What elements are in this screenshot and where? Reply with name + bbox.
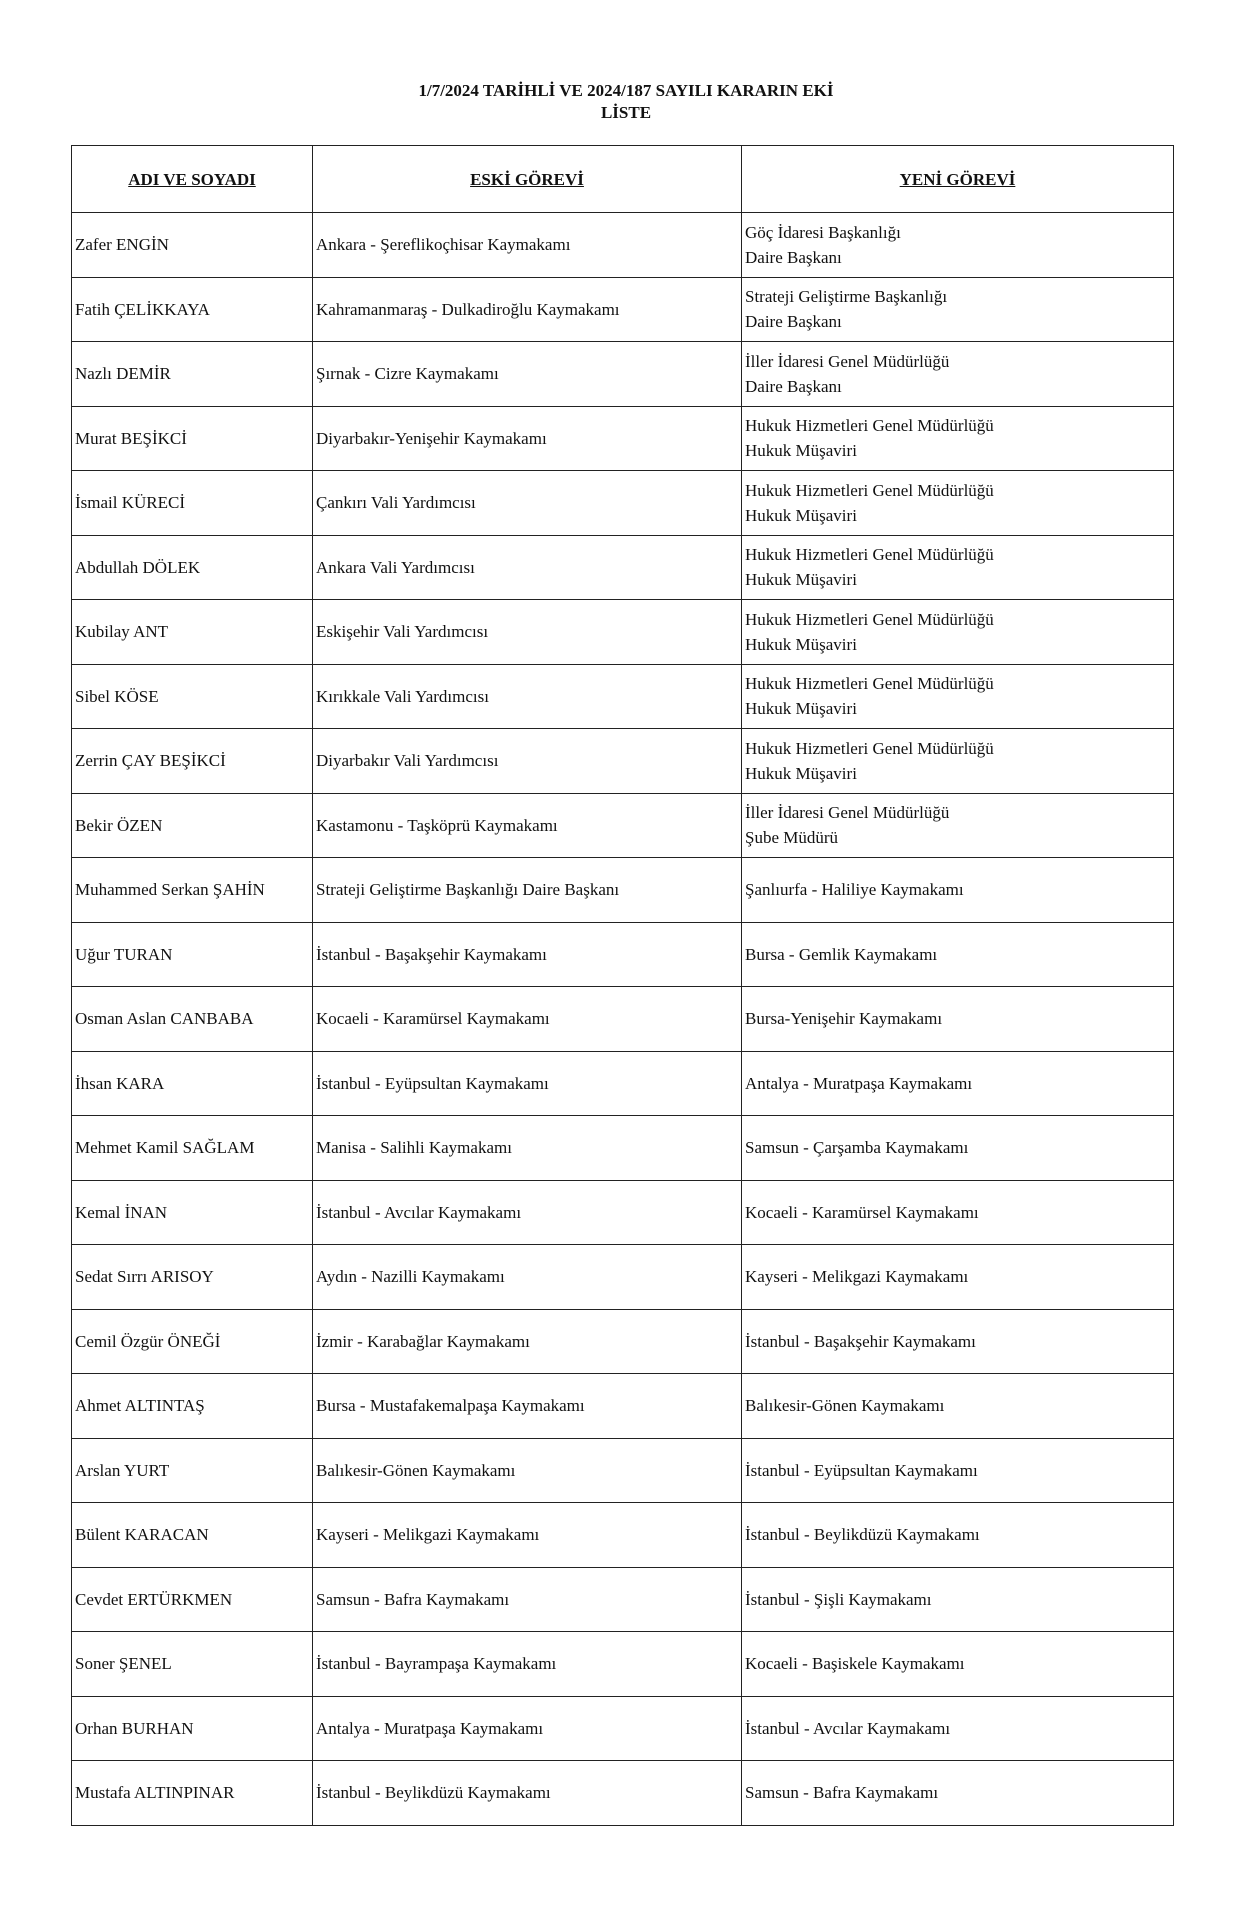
cell-old-duty: Aydın - Nazilli Kaymakamı bbox=[313, 1245, 742, 1310]
new-duty-line-2: Daire Başkanı bbox=[745, 247, 842, 267]
cell-name: Osman Aslan CANBABA bbox=[72, 987, 313, 1052]
cell-name: Orhan BURHAN bbox=[72, 1696, 313, 1761]
cell-old-duty: Kayseri - Melikgazi Kaymakamı bbox=[313, 1503, 742, 1568]
table-body bbox=[72, 213, 1174, 1826]
appointment-table bbox=[71, 145, 1174, 1826]
cell-old-duty: Diyarbakır Vali Yardımcısı bbox=[313, 729, 742, 794]
table-row bbox=[72, 1632, 1174, 1697]
cell-new-duty bbox=[742, 1245, 1174, 1310]
cell-old-duty: İstanbul - Bayrampaşa Kaymakamı bbox=[313, 1632, 742, 1697]
table-row bbox=[72, 1761, 1174, 1826]
cell-old-duty: Ankara - Şereflikoçhisar Kaymakamı bbox=[313, 213, 742, 278]
cell-name: Zafer ENGİN bbox=[72, 213, 313, 278]
new-duty-line-1: Balıkesir-Gönen Kaymakamı bbox=[745, 1396, 945, 1416]
cell-old-duty: Kocaeli - Karamürsel Kaymakamı bbox=[313, 987, 742, 1052]
new-duty-line-1: Hukuk Hizmetleri Genel Müdürlüğü bbox=[745, 609, 994, 629]
table-row bbox=[72, 600, 1174, 665]
document-title bbox=[0, 80, 1252, 124]
cell-new-duty bbox=[742, 1180, 1174, 1245]
new-duty-line-1: Bursa - Gemlik Kaymakamı bbox=[745, 944, 938, 964]
table-row bbox=[72, 213, 1174, 278]
table-row bbox=[72, 1438, 1174, 1503]
cell-old-duty: Manisa - Salihli Kaymakamı bbox=[313, 1116, 742, 1181]
new-duty-line-1: Hukuk Hizmetleri Genel Müdürlüğü bbox=[745, 545, 994, 565]
new-duty-line-2: Hukuk Müşaviri bbox=[745, 634, 857, 654]
new-duty-line-1: İller İdaresi Genel Müdürlüğü bbox=[745, 351, 950, 371]
cell-new-duty bbox=[742, 342, 1174, 407]
cell-name: Kubilay ANT bbox=[72, 600, 313, 665]
cell-name: Mehmet Kamil SAĞLAM bbox=[72, 1116, 313, 1181]
table-row bbox=[72, 471, 1174, 536]
new-duty-line-2: Daire Başkanı bbox=[745, 376, 842, 396]
new-duty-line-1: İller İdaresi Genel Müdürlüğü bbox=[745, 803, 950, 823]
table-row bbox=[72, 1180, 1174, 1245]
cell-name: Sibel KÖSE bbox=[72, 664, 313, 729]
table-row bbox=[72, 793, 1174, 858]
cell-new-duty bbox=[742, 987, 1174, 1052]
cell-old-duty: Kahramanmaraş - Dulkadiroğlu Kaymakamı bbox=[313, 277, 742, 342]
new-duty-line-2: Daire Başkanı bbox=[745, 312, 842, 332]
title-line-1: 1/7/2024 TARİHLİ VE 2024/187 SAYILI KARARIN EKİ bbox=[418, 81, 834, 100]
table-row bbox=[72, 1696, 1174, 1761]
cell-old-duty: Çankırı Vali Yardımcısı bbox=[313, 471, 742, 536]
table-row bbox=[72, 922, 1174, 987]
cell-name: İsmail KÜRECİ bbox=[72, 471, 313, 536]
new-duty-line-1: Bursa-Yenişehir Kaymakamı bbox=[745, 1009, 943, 1029]
new-duty-line-2: Hukuk Müşaviri bbox=[745, 763, 857, 783]
new-duty-line-1: Strateji Geliştirme Başkanlığı bbox=[745, 287, 948, 307]
cell-new-duty bbox=[742, 1116, 1174, 1181]
title-line-2: LİSTE bbox=[600, 103, 652, 122]
new-duty-line-2: Hukuk Müşaviri bbox=[745, 570, 857, 590]
cell-new-duty bbox=[742, 1438, 1174, 1503]
cell-old-duty: Balıkesir-Gönen Kaymakamı bbox=[313, 1438, 742, 1503]
new-duty-line-2: Şube Müdürü bbox=[745, 828, 839, 848]
cell-new-duty bbox=[742, 277, 1174, 342]
new-duty-line-1: Antalya - Muratpaşa Kaymakamı bbox=[745, 1073, 973, 1093]
table-row bbox=[72, 1374, 1174, 1439]
cell-new-duty bbox=[742, 664, 1174, 729]
new-duty-line-1: Hukuk Hizmetleri Genel Müdürlüğü bbox=[745, 738, 994, 758]
new-duty-line-2: Hukuk Müşaviri bbox=[745, 699, 857, 719]
cell-new-duty bbox=[742, 1567, 1174, 1632]
cell-old-duty: İstanbul - Beylikdüzü Kaymakamı bbox=[313, 1761, 742, 1826]
new-duty-line-1: Samsun - Bafra Kaymakamı bbox=[745, 1783, 939, 1803]
cell-name: Nazlı DEMİR bbox=[72, 342, 313, 407]
table-row bbox=[72, 987, 1174, 1052]
new-duty-line-1: İstanbul - Avcılar Kaymakamı bbox=[745, 1718, 951, 1738]
new-duty-line-2: Hukuk Müşaviri bbox=[745, 505, 857, 525]
cell-new-duty bbox=[742, 1051, 1174, 1116]
cell-new-duty bbox=[742, 858, 1174, 923]
cell-old-duty: İzmir - Karabağlar Kaymakamı bbox=[313, 1309, 742, 1374]
cell-old-duty: Samsun - Bafra Kaymakamı bbox=[313, 1567, 742, 1632]
cell-name: Abdullah DÖLEK bbox=[72, 535, 313, 600]
cell-new-duty bbox=[742, 1503, 1174, 1568]
column-header-name: ADI VE SOYADI bbox=[72, 146, 313, 213]
cell-old-duty: Kırıkkale Vali Yardımcısı bbox=[313, 664, 742, 729]
cell-name: Kemal İNAN bbox=[72, 1180, 313, 1245]
table-row bbox=[72, 1116, 1174, 1181]
cell-old-duty: Kastamonu - Taşköprü Kaymakamı bbox=[313, 793, 742, 858]
table-row bbox=[72, 664, 1174, 729]
new-duty-line-1: Hukuk Hizmetleri Genel Müdürlüğü bbox=[745, 416, 994, 436]
cell-old-duty: Bursa - Mustafakemalpaşa Kaymakamı bbox=[313, 1374, 742, 1439]
table-row bbox=[72, 277, 1174, 342]
new-duty-line-1: İstanbul - Başakşehir Kaymakamı bbox=[745, 1331, 976, 1351]
column-header-new-duty: YENİ GÖREVİ bbox=[742, 146, 1174, 213]
new-duty-line-1: İstanbul - Şişli Kaymakamı bbox=[745, 1589, 932, 1609]
cell-new-duty bbox=[742, 793, 1174, 858]
cell-new-duty bbox=[742, 1696, 1174, 1761]
cell-name: Cemil Özgür ÖNEĞİ bbox=[72, 1309, 313, 1374]
cell-old-duty: Strateji Geliştirme Başkanlığı Daire Başkanı bbox=[313, 858, 742, 923]
table-row bbox=[72, 1245, 1174, 1310]
table-row bbox=[72, 535, 1174, 600]
column-header-old-duty: ESKİ GÖREVİ bbox=[313, 146, 742, 213]
table-row bbox=[72, 406, 1174, 471]
cell-name: Sedat Sırrı ARISOY bbox=[72, 1245, 313, 1310]
cell-name: Fatih ÇELİKKAYA bbox=[72, 277, 313, 342]
cell-new-duty bbox=[742, 729, 1174, 794]
cell-new-duty bbox=[742, 1761, 1174, 1826]
cell-old-duty: Eskişehir Vali Yardımcısı bbox=[313, 600, 742, 665]
new-duty-line-1: İstanbul - Beylikdüzü Kaymakamı bbox=[745, 1525, 980, 1545]
cell-old-duty: Şırnak - Cizre Kaymakamı bbox=[313, 342, 742, 407]
cell-new-duty bbox=[742, 922, 1174, 987]
cell-name: Bülent KARACAN bbox=[72, 1503, 313, 1568]
table-row bbox=[72, 1503, 1174, 1568]
cell-new-duty bbox=[742, 213, 1174, 278]
table-row bbox=[72, 342, 1174, 407]
table-row bbox=[72, 1309, 1174, 1374]
cell-old-duty: Ankara Vali Yardımcısı bbox=[313, 535, 742, 600]
cell-old-duty: İstanbul - Avcılar Kaymakamı bbox=[313, 1180, 742, 1245]
new-duty-line-1: Kocaeli - Başiskele Kaymakamı bbox=[745, 1654, 965, 1674]
cell-name: Muhammed Serkan ŞAHİN bbox=[72, 858, 313, 923]
cell-name: Arslan YURT bbox=[72, 1438, 313, 1503]
cell-old-duty: Antalya - Muratpaşa Kaymakamı bbox=[313, 1696, 742, 1761]
cell-new-duty bbox=[742, 600, 1174, 665]
cell-new-duty bbox=[742, 1309, 1174, 1374]
new-duty-line-1: Kocaeli - Karamürsel Kaymakamı bbox=[745, 1202, 979, 1222]
new-duty-line-1: Hukuk Hizmetleri Genel Müdürlüğü bbox=[745, 674, 994, 694]
cell-name: Uğur TURAN bbox=[72, 922, 313, 987]
cell-name: İhsan KARA bbox=[72, 1051, 313, 1116]
cell-name: Soner ŞENEL bbox=[72, 1632, 313, 1697]
cell-name: Murat BEŞİKCİ bbox=[72, 406, 313, 471]
cell-old-duty: Diyarbakır-Yenişehir Kaymakamı bbox=[313, 406, 742, 471]
cell-new-duty bbox=[742, 1374, 1174, 1439]
new-duty-line-1: Hukuk Hizmetleri Genel Müdürlüğü bbox=[745, 480, 994, 500]
cell-old-duty: İstanbul - Eyüpsultan Kaymakamı bbox=[313, 1051, 742, 1116]
cell-name: Bekir ÖZEN bbox=[72, 793, 313, 858]
table-row bbox=[72, 729, 1174, 794]
cell-old-duty: İstanbul - Başakşehir Kaymakamı bbox=[313, 922, 742, 987]
table-row bbox=[72, 1567, 1174, 1632]
cell-name: Ahmet ALTINTAŞ bbox=[72, 1374, 313, 1439]
new-duty-line-1: İstanbul - Eyüpsultan Kaymakamı bbox=[745, 1460, 978, 1480]
new-duty-line-2: Hukuk Müşaviri bbox=[745, 441, 857, 461]
cell-new-duty bbox=[742, 1632, 1174, 1697]
cell-name: Cevdet ERTÜRKMEN bbox=[72, 1567, 313, 1632]
table-row bbox=[72, 1051, 1174, 1116]
table-header-row bbox=[72, 146, 1174, 213]
table-row bbox=[72, 858, 1174, 923]
cell-new-duty bbox=[742, 471, 1174, 536]
new-duty-line-1: Şanlıurfa - Haliliye Kaymakamı bbox=[745, 880, 964, 900]
cell-new-duty bbox=[742, 406, 1174, 471]
new-duty-line-1: Kayseri - Melikgazi Kaymakamı bbox=[745, 1267, 969, 1287]
cell-name: Zerrin ÇAY BEŞİKCİ bbox=[72, 729, 313, 794]
cell-new-duty bbox=[742, 535, 1174, 600]
new-duty-line-1: Samsun - Çarşamba Kaymakamı bbox=[745, 1138, 969, 1158]
cell-name: Mustafa ALTINPINAR bbox=[72, 1761, 313, 1826]
new-duty-line-1: Göç İdaresi Başkanlığı bbox=[745, 222, 901, 242]
